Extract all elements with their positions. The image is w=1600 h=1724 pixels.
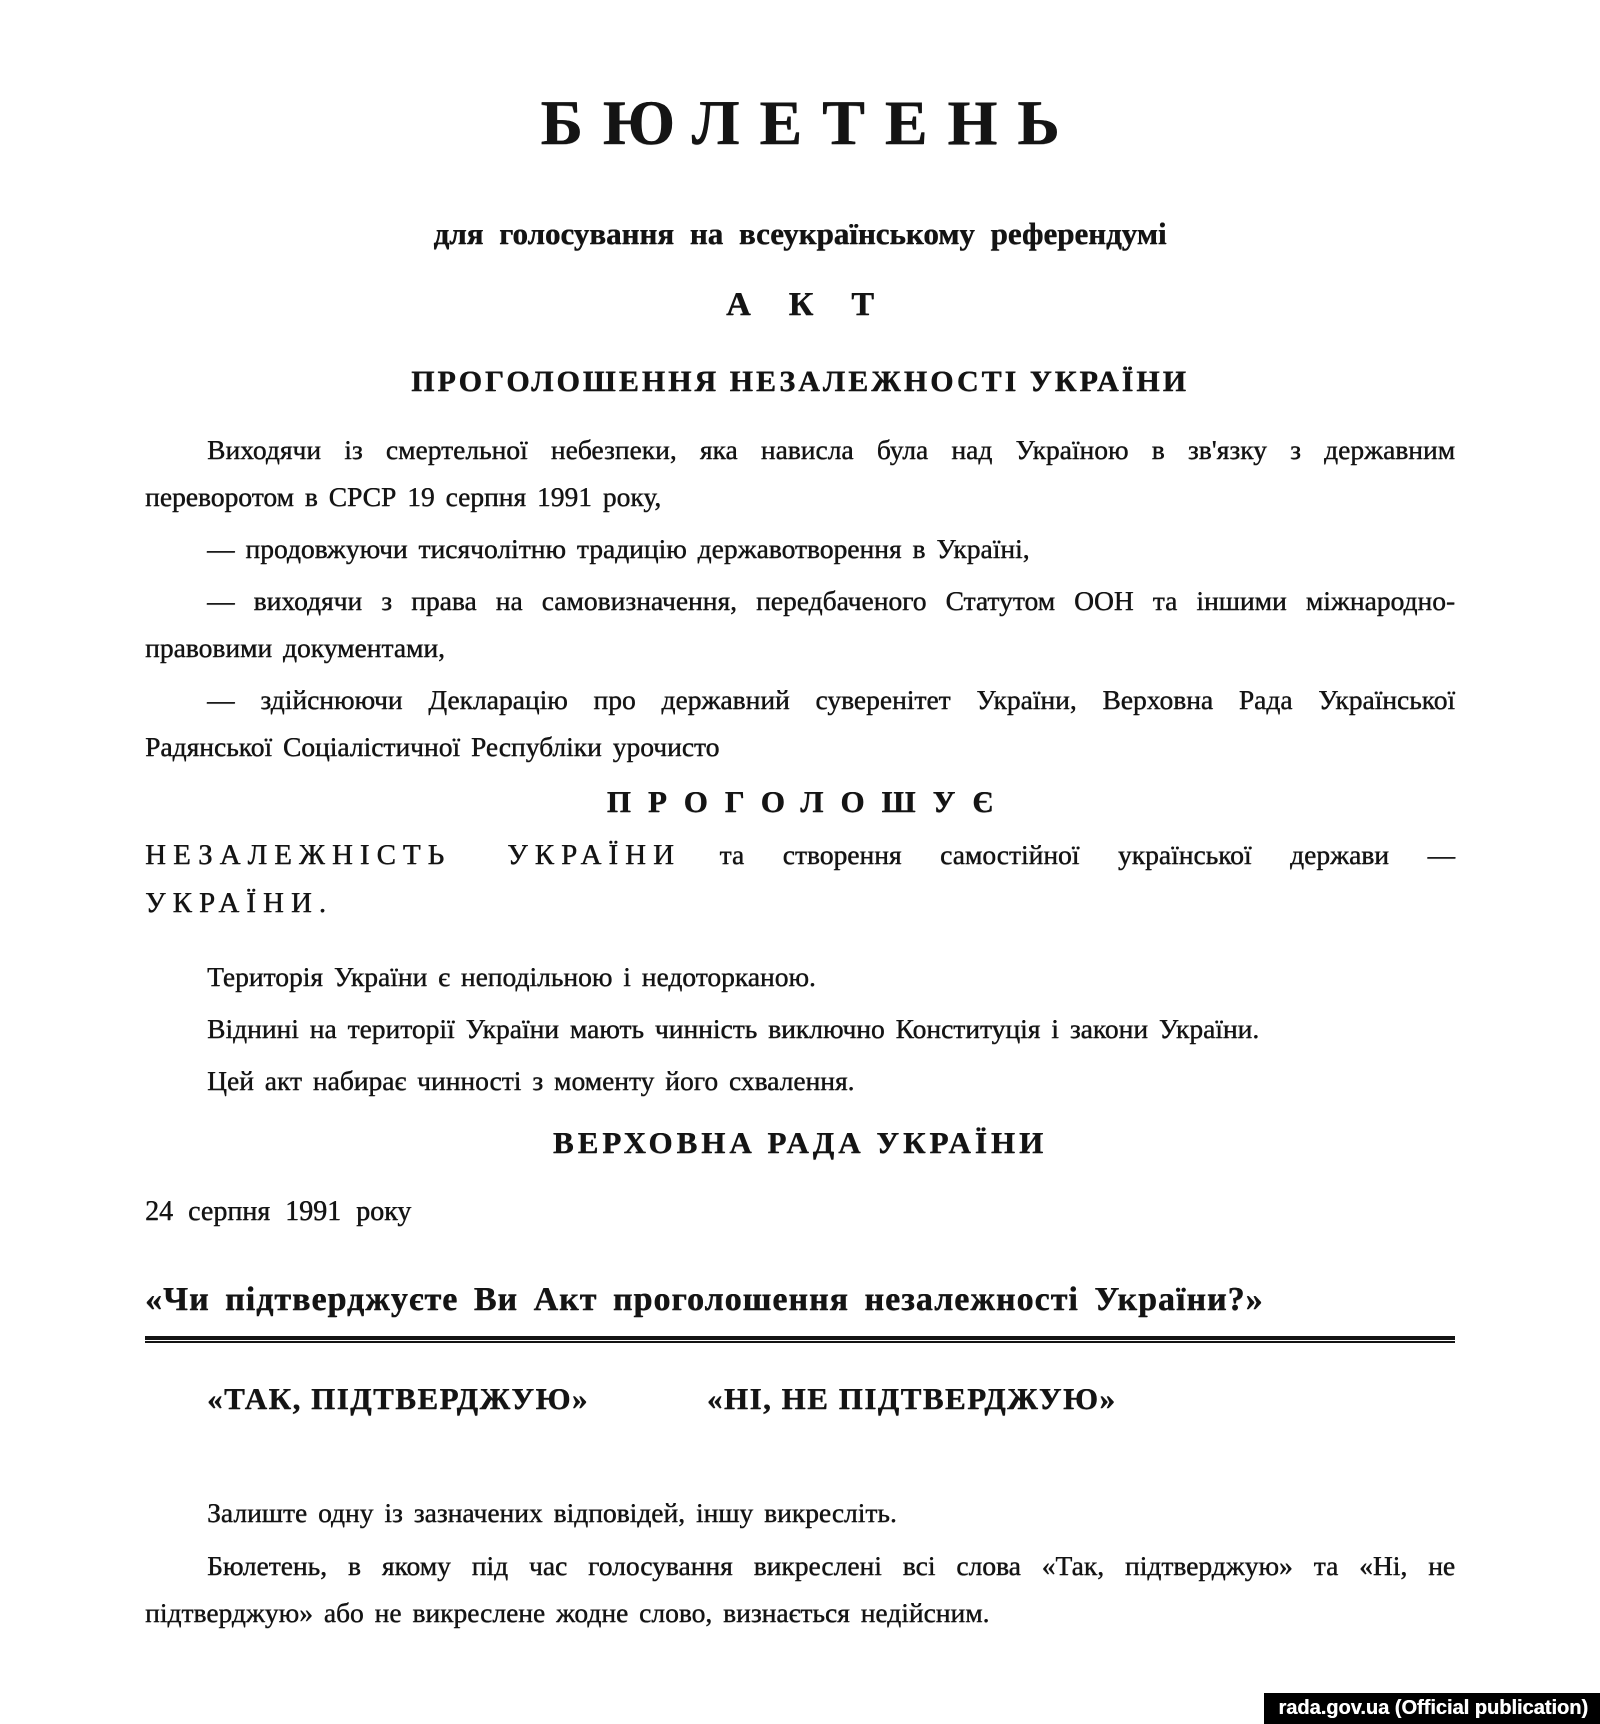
preamble-item-self-determination: — виходячи з права на самовизначення, передбаченого Статутом ООН та іншими міжнародно-правовими документами, (145, 585, 1455, 663)
document-subtitle: для голосування на всеукраїнському референдумі (433, 216, 1167, 251)
document-title: БЮЛЕТЕНЬ (540, 87, 1080, 158)
proclamation-middle-text: та створення самостійної української держави — (680, 839, 1455, 870)
effective-date-paragraph: Цей акт набирає чинності з моменту його схвалення. (207, 1065, 855, 1096)
attribution-badge: rada.gov.ua (Official publication) (1264, 1693, 1600, 1724)
preamble-paragraph-1: Виходячи із смертельної небезпеки, яка нависла була над Україною в зв'язку з державним переворотом в СРСР 19 серпня 1991 року, (145, 434, 1455, 512)
answer-yes: «ТАК, ПІДТВЕРДЖУЮ» (207, 1381, 589, 1416)
preamble-section (145, 426, 1455, 770)
voting-instructions (145, 1489, 1455, 1636)
signature-verkhovna-rada: ВЕРХОВНА РАДА УКРАЇНИ (552, 1125, 1048, 1160)
act-heading: АКТ (726, 286, 912, 323)
territory-paragraph: Територія України є неподільною і недоторканою. (207, 961, 816, 992)
ukraine-emphasis: УКРАЇНИ. (145, 887, 334, 919)
question-underline (145, 1336, 1455, 1343)
independence-emphasis: НЕЗАЛЕЖНІСТЬ УКРАЇНИ (145, 839, 681, 871)
document-date: 24 серпня 1991 року (145, 1196, 412, 1227)
preamble-item-sovereignty: — здійснюючи Декларацію про державний суверенітет України, Верховна Рада Української Радянської Соціалістичної Республіки урочисто (145, 684, 1455, 762)
proclaims-heading: ПРОГОЛОШУЄ (606, 784, 1011, 819)
preamble-item-tradition: — продовжуючи тисячолітню традицію державотворення в Україні, (207, 533, 1030, 564)
answer-no: «НІ, НЕ ПІДТВЕРДЖУЮ» (706, 1381, 1117, 1416)
instruction-invalid-ballot: Бюлетень, в якому під час голосування викреслені всі слова «Так, підтверджую» та «Ні, не підтверджую» або не викреслене жодне слово, визнається недійсним. (145, 1550, 1455, 1628)
act-subheading: ПРОГОЛОШЕННЯ НЕЗАЛЕЖНОСТІ УКРАЇНИ (411, 365, 1189, 398)
instruction-keep-one: Залиште одну із зазначених відповідей, іншу викресліть. (207, 1497, 897, 1528)
constitution-paragraph: Віднині на території України мають чинність виключно Конституція і закони України. (207, 1013, 1260, 1044)
referendum-question: «Чи підтверджуєте Ви Акт проголошення незалежності України?» (145, 1281, 1264, 1318)
answer-options (145, 1379, 1455, 1419)
proclamation-paragraph (145, 831, 1455, 927)
